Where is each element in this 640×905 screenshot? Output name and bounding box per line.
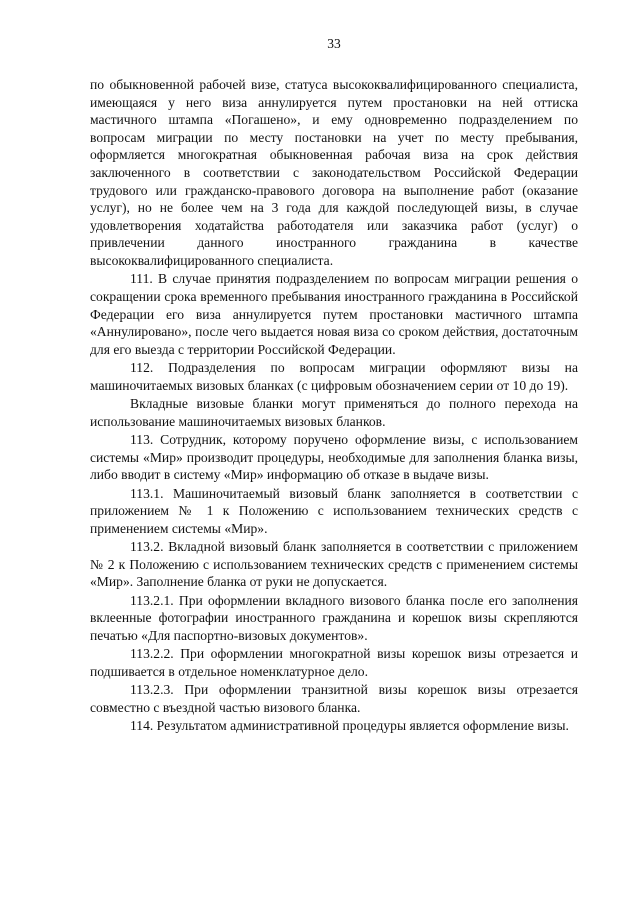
- paragraph: по обыкновенной рабочей визе, статуса высококвалифицированного специалиста, имеющаяся у него виза аннулируется путем простановки на ней оттиска мастичного штампа «Погашено», и ему одновременно подразделением по вопросам миграции по месту постановки на учет по месту пребывания, оформляется многократная обыкновенная рабочая виза на срок действия заключенного в соответствии с законодательством Российской Федерации трудового или гражданско-правового договора на выполнение работ (оказание услуг), но не более чем на 3 года для каждой последующей визы, в случае удовлетворения ходатайства работодателя или заказчика работ (услуг) о привлечении данного иностранного гражданина в качестве высококвалифицированного специалиста.: [90, 77, 578, 268]
- paragraph: 113.2.1. При оформлении вкладного визового бланка после его заполнения вклеенные фотографии иностранного гражданина и корешок визы скрепляются печатью «Для паспортно-визовых документов».: [90, 592, 578, 643]
- paragraph: 112. Подразделения по вопросам миграции оформляют визы на машиночитаемых визовых бланках (с цифровым обозначением серии от 10 до 19).: [90, 360, 578, 393]
- paragraph: 113.2. Вкладной визовый бланк заполняется в соответствии с приложением № 2 к Положению с использованием технических средств с применением системы «Мир». Заполнение бланка от руки не допускается.: [90, 539, 578, 590]
- paragraph: 114. Результатом административной процедуры является оформление визы.: [130, 718, 569, 734]
- paragraph: 111. В случае принятия подразделением по вопросам миграции решения о сокращении срока временного пребывания иностранного гражданина в Российской Федерации его виза аннулируется путем простановки мастичного штампа «Аннулировано», после чего выдается новая виза со сроком действия, достаточным для его выезда с территории Российской Федерации.: [90, 271, 578, 357]
- paragraph: 113.2.3. При оформлении транзитной визы корешок визы отрезается совместно с въездной частью визового бланка.: [90, 682, 578, 715]
- document-body: [90, 76, 578, 735]
- paragraph: Вкладные визовые бланки могут применяться до полного перехода на использование машиночитаемых визовых бланков.: [90, 396, 578, 429]
- page-number: 33: [327, 36, 341, 51]
- paragraph: 113.2.2. При оформлении многократной визы корешок визы отрезается и подшивается в отдельное номенклатурное дело.: [90, 646, 578, 679]
- paragraph: 113.1. Машиночитаемый визовый бланк заполняется в соответствии с приложением № 1 к Положению с использованием технических средств с применением системы «Мир».: [90, 485, 578, 536]
- paragraph: 113. Сотрудник, которому поручено оформление визы, с использованием системы «Мир» производит процедуры, необходимые для заполнения бланка визы, либо вводит в систему «Мир» информацию об отказе в выдаче визы.: [90, 432, 578, 483]
